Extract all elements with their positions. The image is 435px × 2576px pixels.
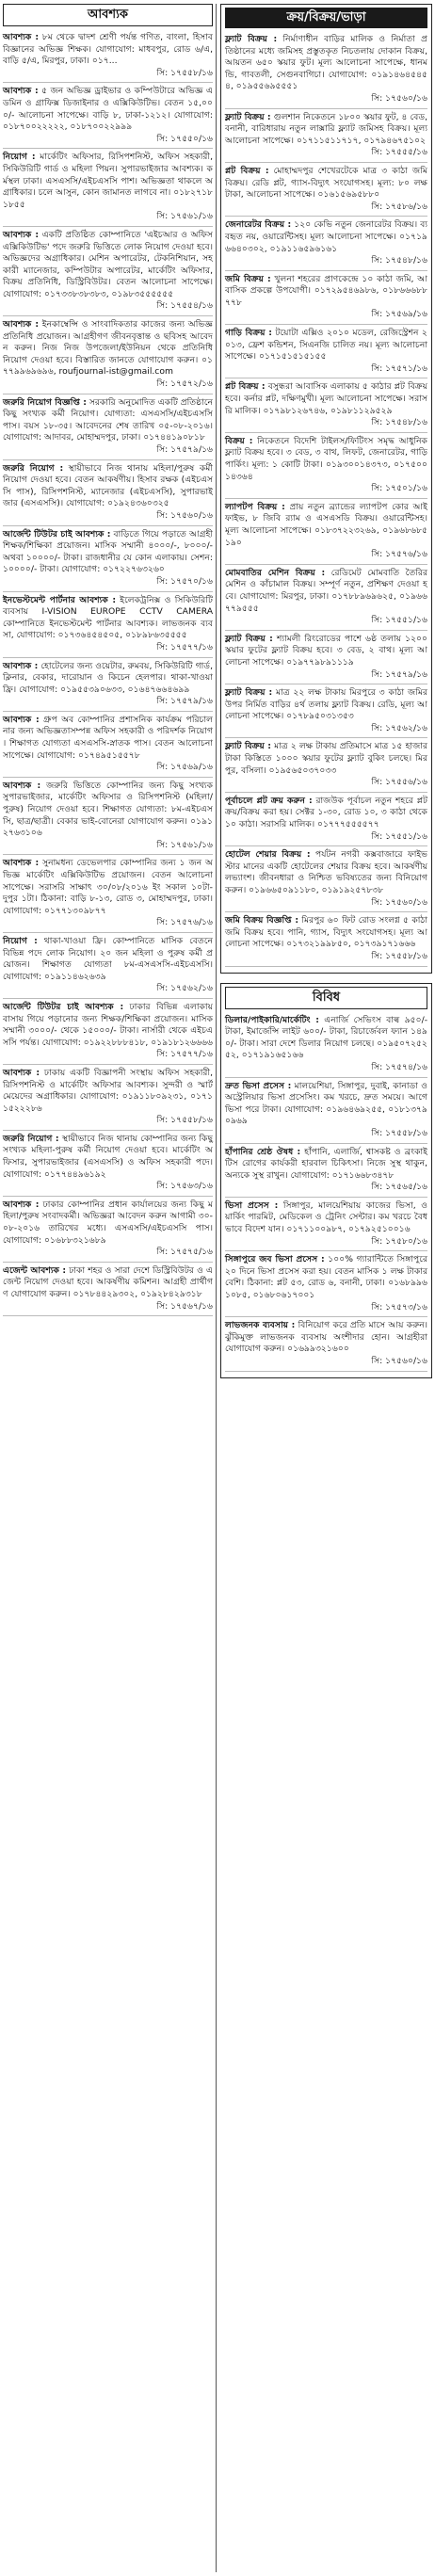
- classified-ad: [225, 502, 427, 565]
- ad-code: সি: ১৭৫৭৫/১৬: [156, 1247, 213, 1258]
- ad-title: ভিসা প্রসেস :: [225, 1199, 279, 1211]
- classified-ad: [3, 319, 213, 394]
- ad-body: বিনিয়োগ করে প্রতি মাসে আয় করুন। ঝুঁকিমুক্ত লাভজনক ব্যবসায় অংশীদার হোন। আগ্রহীরা যোগাযোগ করুন। ০১৬৯৯৩২১৬০০: [225, 1320, 428, 1355]
- ad-body: মালয়েশিয়া, সিঙ্গাপুর, দুবাই, কানাডা ও অস্ট্রেলিয়ার ভিসা প্রসেসিং। কম খরচে, দ্রুত সময়ে। আগে ভিসা পরে টাকা। যোগাযোগ: ০১৯৬৪৬৯২৫৫, ০১৮১৩৭৯০৯৬৯: [225, 1080, 428, 1127]
- classified-ad: [225, 274, 427, 325]
- ad-body: ৮ম থেকে দ্বাদশ শ্রেণী পর্যন্ত গণিত, বাংলা, হিসাববিজ্ঞানের অভিজ্ঞ শিক্ষক। যোগাযোগ: মাধবপুর, রোড ৬/এ, বাড়ি ৫/এ, মিরপুর, ঢাকা। ০১৭...: [3, 32, 214, 67]
- ad-title: হোটেল শেয়ার বিক্রয় :: [225, 849, 311, 861]
- ad-title: দ্রুত ভিসা প্রসেস :: [225, 1080, 292, 1091]
- ad-code: সি: ১৭৫৬৩/১৬: [156, 1181, 213, 1192]
- ad-code: সি: ১৭৫৪৮/১৬: [371, 417, 427, 428]
- ad-code: সি: ১৭৫৭৯/১৬: [156, 444, 213, 455]
- ad-code: সি: ১৭৫৬৯/১৬: [371, 309, 427, 320]
- trade-ads-list: [225, 34, 427, 967]
- classified-ad: [225, 1200, 427, 1251]
- ad-body: পর্যটন নগরী কক্সবাজারে ফাইভ স্টার মানের একটি হোটেলের শেয়ার বিক্রয় হবে। আকর্ষণীয় লভ্যাংশ। জীবনধারা ও নিশ্চিত ভবিষ্যতের জন্য বিনিয়োগ করুন। ০১৯৬৬৫০৯১১৮০, ০১৯১৯২৫৭৮৩৮: [225, 849, 428, 895]
- ad-body: এনার্জি সেভিংস বাল্ব ৯৫০/- টাকা, ইমার্জেন্সি লাইট ৬০০/- টাকা, রিচার্জেবল ফ্যান ১৪৯০/- টাকা। সারা দেশে ডিলার নিয়োগ চলছে। ০১৯৫০৭২৫২৫২, ০১৭১৯১৬৫১৬৬: [225, 1014, 428, 1061]
- ad-title: ল্যাপটপ বিক্রয় :: [225, 501, 285, 512]
- ad-code: সি: ১৭৫৮৬/১৬: [371, 201, 427, 212]
- ad-title: জরুরি নিয়োগ :: [3, 462, 64, 474]
- ad-title: আবশ্যক :: [3, 229, 39, 240]
- ad-body: গ্রুপ অব কোম্পানির প্রশাসনিক কার্যক্রম পরিচালনার জন্য অভিজ্ঞতাসম্পন্ন অফিস সহকারী ও পরিদর্শক নিয়োগ। শিক্ষাগত যোগ্যতা এসএসসি-স্নাতক পাস। বেতন আলোচনা সাপেক্ষে। যোগাযোগ: ০১৭৪৯৫১৫৫৭৮: [3, 714, 213, 761]
- ad-code: সি: ১৭৫৬৯/১৬: [156, 762, 213, 773]
- ad-body: ঢাকায় একটি বিজ্ঞাপনী সংস্থায় অফিস সহকারী, রিসিপশনিস্ট ও মার্কেটিং অফিসার আবশ্যক। সুন্দরী ও স্মার্ট মেয়েদের অগ্রাধিকার। যোগাযোগ: ০১৯১১৮০৯২৩১, ০১৭১১৫২২২৮৬: [3, 1067, 213, 1114]
- ad-code: সি: ১৭৫৭২/১৬: [156, 378, 213, 390]
- ad-body: হোটেলের জন্য ওয়েটার, রুমবয়, সিকিউরিটি গার্ড, ক্লিনার, বেকার, দারোয়ান ও কিচেন হেলপার। থাকা-খাওয়া ফ্রি। যোগাযোগ: ০১৯৫৫৩৯০৬৩৩, ০১৬৪৭৬৬৪৬৯৯: [3, 660, 213, 695]
- ad-code: সি: ১৭৫৬৫/১৬: [371, 1182, 427, 1193]
- section-header-misc: বিবিধ: [225, 987, 427, 1009]
- ad-body: রেডিমেট মোমবাতি তৈরির মেশিন ও কাঁচামাল বিক্রয়। সম্পূর্ণ নতুন, প্রশিক্ষণ দেওয়া হবে। যোগাযোগ: মিরপুর, ঢাকা। ০১৭৮৮৯৬৯৬২৫, ০১৯৬৬৭৭৯৫৫৫: [225, 567, 428, 614]
- ad-code: সি: ১৭৫৬১/১৬: [156, 839, 213, 850]
- ad-title: ফ্ল্যাট বিক্রয় :: [225, 633, 273, 644]
- ad-title: আবশ্যক :: [3, 1199, 40, 1210]
- classified-ad: [225, 1147, 427, 1198]
- ad-body: ঢাকার কোম্পানির প্রধান কার্যালয়ের জন্য কিছু মহিলা/পুরুষ সংবাদকর্মী। অভিজ্ঞরা আবেদন করুন আগামী ৩০-০৮-২০১৬ তারিখের মধ্যে। এসএসসি/এইচএসসি পাস। যোগাযোগ: ০১৬৮৮৩২১৬৮৯: [3, 1199, 213, 1246]
- classified-ad: [3, 463, 213, 526]
- ad-body: জরুরি ভিত্তিতে কোম্পানির জন্য কিছু সংখ্যক সুপারভাইজার, মার্কেটিং অফিসার ও রিসিপশনিস্ট (মহিলা/পুরুষ) নিয়োগ দেওয়া হবে। শিক্ষাগত যোগ্যতা: ৮ম-এইচএসসি, ছাত্র/ছাত্রী। বেকার ভাই-বোনেরা যোগাযোগ করুন। ০১৯১২৭৬৩১০৬: [3, 780, 214, 839]
- classified-ad: [225, 328, 427, 378]
- ad-title: আবশ্যক :: [3, 660, 39, 671]
- ad-title: ডিলার/পাইকারি/মার্কেটিং :: [225, 1014, 319, 1025]
- ad-body: গুলশান নিকেতনে ১৮০০ স্কয়ার ফুট, ৪ বেড, বনানী, বারিধারায় নতুন লাক্সারি ফ্ল্যাট জমিসহ বিক্রয়। মূল্য আলোচনা সাপেক্ষে। ০১৭১১৫১১৭১৭, ০১৭৯৪৬৭৫১০২: [225, 111, 428, 146]
- ad-code: সি: ১৭৫৬০/১৬: [371, 1356, 427, 1366]
- ad-title: ইনভেস্টমেন্ট পার্টনার আবশ্যক :: [3, 594, 116, 605]
- classified-ad: [225, 219, 427, 270]
- ad-code: সি: ১৭৫৫১/১৬: [371, 830, 427, 842]
- classified-ad: [3, 936, 213, 999]
- classified-ad: [225, 34, 427, 109]
- ad-code: সি: ১৭৫৬৭/১৬: [156, 1300, 213, 1312]
- ad-code: সি: ১৭৫৫৮/১৬: [371, 950, 427, 961]
- ad-title: প্লট বিক্রয় :: [225, 165, 269, 176]
- classified-ad: [225, 166, 427, 217]
- ad-title: বিক্রয় :: [225, 435, 253, 446]
- ad-code: সি: ১৭৫৬২/১৬: [371, 722, 427, 733]
- classified-ad: [225, 1081, 427, 1144]
- ad-title: এজেন্ট আবশ্যক :: [3, 1264, 66, 1276]
- classified-ad: [225, 112, 427, 163]
- ad-code: সি: ১৭৫৫১/১৬: [371, 615, 427, 626]
- ad-title: আবশ্যক :: [3, 319, 40, 330]
- ad-code: সি: ১৭৫৭৭/১৬: [156, 1049, 213, 1060]
- classified-ad: [225, 436, 427, 499]
- ad-body: সিঙ্গাপুর, মালয়েশিয়ায় কাজের ভিসা, ওয়ার্কিং পারমিট, মেডিকেল ও ট্রেনিং সেন্টার। কম খরচে বৈধভাবে বিদেশ যান। ০১৭১১০০৯৮৭, ০১৭৯২৫১০০১৬: [225, 1199, 427, 1235]
- ad-body: ঢাকা শহর ও সারা দেশে ডিস্ট্রিবিউটর ও এজেন্ট নিয়োগ দেওয়া হবে। আকর্ষণীয় কমিশন। আগ্রহী প্রার্থীগণ যোগাযোগ করুন। ০১৭৮৪৪২৯৩০২, ০১৯২৮৪২৯৩১৮: [3, 1264, 214, 1299]
- section-header-wanted: আবশ্যক: [3, 4, 213, 26]
- classified-ad: [3, 1265, 213, 1316]
- ad-body: থাকা-খাওয়া ফ্রি। কোম্পানিতে মাসিক বেতনে বিভিন্ন পদে লোক নিয়োগ। ২০ জন মহিলা ও পুরুষ কর্মী প্রয়োজন। শিক্ষাগত যোগ্যতা ৮ম-এসএসসি-এইচএসসি। যোগাযোগ: ০১৯১১৪৬২৬৩৯: [3, 935, 214, 982]
- ad-code: সি: ১৭৫৫৫/১৬: [371, 147, 427, 158]
- ad-code: সি: ১৭৫৫০/১৬: [156, 133, 213, 144]
- ad-title: আবশ্যক :: [3, 858, 40, 869]
- ad-title: জরুরি নিয়োগ :: [3, 1133, 59, 1144]
- ad-body: সরকারি অনুমোদিত একটি প্রতিষ্ঠানে কিছু সংখ্যক কর্মী নিয়োগ। যোগ্যতা: এসএসসি/এইচএসসি পাস। বয়স ১৮-৩৫। আবেদনের শেষ তারিখ ০৫-০৮-২০১৬। যোগাযোগ: আদাবর, মোহাম্মদপুর, ঢাকা। ০১৭৪৪১৯০৮১৮: [3, 396, 214, 443]
- classified-ad: [225, 915, 427, 966]
- ad-title: আবশ্যক :: [3, 86, 39, 97]
- ad-body: রাজউক পূর্বাচল নতুন শহরে প্লট ক্রয়/বিক্রয় করা হয়। সেক্টর ১-৩০, রোড ১০, ৩ কাঠা থেকে ১০ কাঠা। সরাসরি মালিক। ০১৭৭৭৫৫৫৫৭৭: [225, 795, 427, 830]
- classified-ad: [225, 1015, 427, 1078]
- classified-ad: [3, 1002, 213, 1065]
- classified-ad: [3, 595, 213, 658]
- classified-ad: [3, 1199, 213, 1263]
- ad-title: গাড়ি বিক্রয় :: [225, 328, 272, 339]
- classified-ad: [3, 661, 213, 712]
- ad-code: সি: ১৭৫৭৯/১৬: [371, 668, 427, 680]
- misc-section: [220, 983, 432, 1378]
- ad-body: নির্মাণাধীন বাড়ির মালিক ও নির্মাতা প্রতিষ্ঠানের মধ্যে জমিসহ প্রস্তুতকৃত নিচতলায় দোকান বিক্রয়, আয়তন ৬৫০ স্কয়ার ফুট। মূল্য আলোচনা সাপেক্ষে, ধানমন্ডি, গাবতলী, সেগুনবাগিচা। যোগাযোগ: ০১৯১৪৬৪৫৪৫৪, ০১৯৫৫৬৯৫৫৫১: [225, 34, 427, 92]
- ad-body: সুনামধন্য ডেভেলপার কোম্পানির জন্য ১ জন অভিজ্ঞ মার্কেটিং এক্সিকিউটিভ প্রয়োজন। বেতন আলোচনা সাপেক্ষে। সরাসরি সাক্ষাৎ ৩০/০৮/২০১৬ ইং সকাল ১০টা-দুপুর ১টা। ঠিকানা: বাড়ি ৮-১৩, রোড ৩, মোহাম্মদপুর, ঢাকা। যোগাযোগ: ০১৭৭১৩০৯৮৭৭: [3, 858, 213, 916]
- ad-body: মিরপুর ৬০ ফিট রোড সংলগ্ন ৫ কাঠা জমি বিক্রয় হবে। পানি, গ্যাস, বিদ্যুৎ সংযোগসহ। মূল্য আলোচনা সাপেক্ষে। ০১৭৩২১৯৯৮৫০, ০১৭৩৯১৭১৬৬৬: [225, 915, 427, 950]
- classified-ad: [3, 529, 213, 592]
- ad-title: আবশ্যক :: [3, 780, 41, 791]
- ad-body: বাড়িতে গিয়ে পড়াতে আগ্রহী শিক্ষক/শিক্ষিকা প্রয়োজন। মাসিক সম্মানী ৪০০০/-, ৮০০০/- অথবা ১০০০০/- টাকা। রাজধানীর যে কোন এলাকায়। সেশন: ১০০০০/- টাকা। যোগাযোগ: ০১৭২২৭৬৩২৬০: [3, 528, 213, 575]
- ad-title: প্লট বিক্রয় :: [225, 381, 266, 393]
- trade-section: [220, 4, 432, 974]
- ad-body: নিকেতনে বিদেশি টাইলস/ফিটিংস সমৃদ্ধ আধুনিক ফ্ল্যাট বিক্রয় হবে। ৩ বেড, ৩ বাথ, লিফট, জেনারেটর, গাড়ি পার্কিং। মূল্য: ১ কোটি টাকা। ০১৯৩০০১৪৩৭৩, ০১৭৫০০১৪৩৬৪: [225, 435, 427, 482]
- ad-code: সি: ১৭৫৭৩/১৬: [371, 1301, 427, 1312]
- ad-title: লাভজনক ব্যবসায় :: [225, 1320, 296, 1331]
- ad-body: মাত্র ২২ লক্ষ টাকায় মিরপুরে ৩ কাঠা জমির উপর নির্মিত বাড়ির ৪র্থ তলায় ফ্ল্যাট বিক্রয়। রেডি, মূল্য আলোচনা সাপেক্ষে। ০১৭৮৯৫০৩১৩৫৩: [225, 687, 427, 722]
- ad-body: একটি প্রতিষ্ঠিত কোম্পানিতে 'এইচআর ও অফিস এক্সিকিউটিভ' পদে জরুরি ভিত্তিতে লোক নিয়োগ দেওয়া হবে। অভিজ্ঞদের অগ্রাধিকার। মেশিন অপারেটর, টেকনিশিয়ান, সহকারী ম্যানেজার, কম্পিউটার অপারেটর, মার্কেটিং অফিসার, বিক্রয় প্রতিনিধি, ডিস্ট্রিবিউটর। বেতন আলোচনা সাপেক্ষে। যোগাযোগ: ০১৭৩৩৮৩৮৩৮৩, ০১৯৮৩৫৫৫৫৫৫: [3, 229, 214, 299]
- ad-code: সি: ১৭৫৬১/১৬: [156, 211, 213, 222]
- ad-title: আর্জেন্ট টিউটর চাই আবশ্যক :: [3, 528, 111, 539]
- ad-body: শ্যামলী রিংরোডের পাশে ৬ষ্ঠ তলায় ১২০০ স্কয়ার ফুটের ফ্ল্যাট বিক্রয় হবে। ৩ বেড, ২ বাথ। মূল্য আলোচনা সাপেক্ষে। ০১৯৭৭৯৮৯১১১৯: [225, 633, 428, 668]
- ad-title: হাঁপানির শ্রেষ্ঠ ঔষধ :: [225, 1146, 301, 1157]
- classified-ad: [3, 858, 213, 933]
- ad-body: ৫ জন অভিজ্ঞ ড্রাইভার ও কম্পিউটারে অভিজ্ঞ এডমিন ও গ্রাফিক্স ডিজাইনার ও এক্সিকিউটিভ। বেতন ১৫,০০০/- আলোচনা সাপেক্ষে। বাড়ি ৮, ঢাকা-১২১২। যোগাযোগ: ০১৮৭০০২২২২২, ০১৮৭০০২২৯৯৯: [3, 86, 214, 133]
- classified-ad: [3, 32, 213, 83]
- misc-ads-list: [225, 1015, 427, 1372]
- ad-title: আবশ্যক :: [3, 32, 40, 42]
- classified-ad: [225, 1320, 427, 1371]
- ad-code: সি: ১৭৫৪৮/১৬: [371, 255, 427, 266]
- ad-body: ইলেকট্রনিক্স ও সিকিউরিটি ব্যবসায় I-VISION EUROPE CCTV CAMERA কোম্পানিতে ইনভেস্টমেন্ট পার্টনার আবশ্যক। লাভজনক ব্যবসা, যোগাযোগ: ০১৭৩৬৪৫৪৫০৫, ০১৮৯৮৬৩৫৫৫৫: [3, 594, 213, 641]
- ad-title: মোমবাতির মেশিন বিক্রয় :: [225, 567, 326, 578]
- classified-ad: [3, 781, 213, 856]
- ad-body: ১০০% গ্যারান্টিতে সিঙ্গাপুরে ২০ দিনে ভিসা প্রসেস করা হয়। বেতন মাসিক ১ লক্ষ টাকার বেশি। ঠিকানা: প্লট ৫৩, রোড ৬, বনানী, ঢাকা। ০১৬৮৯৯৬১০৮৫, ০১৬৮০৬১৭০০১: [225, 1254, 428, 1301]
- ad-code: সি: ১৭৫৫৮/১৬: [156, 1115, 213, 1126]
- ad-title: ফ্ল্যাট বিক্রয় :: [225, 741, 271, 752]
- ad-title: জমি বিক্রয় :: [225, 273, 271, 284]
- ad-code: সি: ১৭৫৭৬/১৬: [371, 549, 427, 560]
- ad-title: আবশ্যক :: [3, 714, 40, 725]
- ad-title: জমি বিক্রয় বিজ্ঞপ্তি :: [225, 915, 299, 926]
- classified-ad: [225, 741, 427, 792]
- ad-code: সি: ১৭৫৬২/১৬: [156, 983, 213, 994]
- classified-ad: [3, 230, 213, 316]
- ad-body: বসুন্ধরা আবাসিক এলাকায় ৫ কাঠার প্লট বিক্রয় হবে। কর্নার প্লট, দক্ষিণমুখী। মূল্য আলোচনা সাপেক্ষে। সরাসরি মালিক। ০১৭৯৮১২৬৭৪৬, ০১৯৮১১২৯৫২৯: [225, 381, 428, 416]
- classified-ad: [225, 634, 427, 684]
- classified-ad: [225, 381, 427, 432]
- ad-title: নিয়োগ :: [3, 152, 36, 163]
- column-divider: [216, 4, 217, 2572]
- left-column: [3, 4, 213, 1319]
- ad-code: সি: ১৭৫০১/১৬: [371, 483, 427, 494]
- ad-title: ফ্ল্যাট বিক্রয় :: [225, 34, 278, 44]
- classified-ad: [3, 1134, 213, 1197]
- ad-title: জেনারেটর বিক্রয় :: [225, 219, 292, 231]
- ad-code: সি: ১৭৫৭৪/১৬: [371, 1061, 427, 1072]
- ad-code: সি: ১৭৫৭৭/১৬: [156, 641, 213, 652]
- ad-body: মাত্র ২ লক্ষ টাকায় প্রতিমাসে মাত্র ১৫ হাজার টাকা কিস্তিতে ১০০০ স্কয়ার ফুটের ফ্ল্যাট বুকিং চলছে। মিরপুর, বসিলা। ০১৯৫৬৫০৩৭০৩৩: [225, 741, 428, 776]
- ad-code: সি: ১৭৫৬০/১৬: [371, 92, 427, 104]
- ad-title: ফ্ল্যাট বিক্রয় :: [225, 687, 273, 699]
- ad-title: সিঙ্গাপুরে জব ভিসা প্রসেস :: [225, 1254, 325, 1265]
- classified-ad: [3, 715, 213, 778]
- ad-code: সি: ১৭৫৫৮/১৬: [371, 1127, 427, 1138]
- ad-body: স্থায়ীভাবে নিজ থানায় কোম্পানির জন্য কিছু সংখ্যক মহিলা-পুরুষ কর্মী নিয়োগ দেওয়া হবে। মার্কেটিং অফিসার, সুপারভাইজার (এসএসসি) ও অফিস সহকারী পদে। যোগাযোগ: ০১৭৭৪৪৯৬১৯২: [3, 1133, 214, 1180]
- section-header-buy-sell-rent: ক্রয়/বিক্রয়/ভাড়া: [225, 8, 427, 28]
- classified-ad: [225, 568, 427, 631]
- ad-body: ইনকাম্বেন্সি ও সাংবাদিকতার কাজের জন্য অভিজ্ঞ প্রতিনিধি প্রয়োজন। আগ্রহীগণ জীবনবৃত্তান্ত ও ছবিসহ আবেদন করুন। নিজ নিজ উপজেলা/ইউনিয়ন থেকে প্রতিনিধি নিয়োগ দেওয়া হবে। বিস্তারিত জানতে যোগাযোগ করুন। ০১৭৭৯৯৬৯৬৯৬, roufjournal-ist@gmail.com: [3, 319, 214, 378]
- classified-ad: [225, 849, 427, 912]
- ad-body: ১২০ কেভি নতুন জেনারেটর বিক্রয়। ব্যবহৃত নয়, ওয়ারেন্টিসহ। মূল্য আলোচনা সাপেক্ষে। ০১৭১৯৬৬৪০৩০২, ০১৯১১৬৫৯৬১৬১: [225, 219, 427, 254]
- ad-code: সি: ১৭৫৭৯/১৬: [156, 696, 213, 707]
- ad-code: সি: ১৭৫৭০/১৬: [156, 575, 213, 587]
- classified-ad: [225, 1254, 427, 1317]
- ad-body: প্রায় নতুন ব্র্যান্ডের ল্যাপটপ কোর আই ফাইভ, ৮ জিবি র‍্যাম ও এসএসডি বিক্রয়। ওয়ারেন্টিসহ। মূল্য আলোচনা সাপেক্ষে। ০১৮৩৭২২৩২৬৯, ০১৯৬৮৬৮৫১৯০: [225, 501, 428, 548]
- classified-ad: [3, 397, 213, 460]
- ad-code: সি: ১৭৫৭১/১৬: [371, 362, 427, 374]
- ad-body: ঢাকার বিভিন্ন এলাকায় বাসায় গিয়ে পড়ানোর জন্য শিক্ষক/শিক্ষিকা প্রয়োজন। মাসিক সম্মানী ৩০০০/- থেকে ১৫০০০/- টাকা। নার্সারী থেকে এইচএসসি পর্যন্ত। যোগাযোগ: ০১৯২২৮৮৮৪১৮, ০১৯১৮১২৬৬৬৬: [3, 1001, 213, 1048]
- ad-title: ফ্ল্যাট বিক্রয় :: [225, 111, 271, 122]
- ad-body: স্থায়ীভাবে নিজ থানায় মহিলা/পুরুষ কর্মী নিয়োগ দেওয়া হবে। বেতন আকর্ষণীয়। হিসাব রক্ষক (এইচএসসি পাস), রিসিপশনিস্ট, ম্যানেজার (এইচএসসি), সুপারভাইজার (এসএসসি)। যোগাযোগ: ০১৯২৪৩৬০৩২৫: [3, 462, 214, 509]
- ad-code: সি: ১৭৫৫৮/১৬: [156, 67, 213, 78]
- ad-body: টয়োটা এক্সিও ২০১০ মডেল, রেজিস্ট্রেশন ২০১৩, ফ্রেশ কন্ডিশন, সিএনজি চালিত নয়। মূল্য আলোচনা সাপেক্ষে। ০১৭১৫১৫১৫১৫৫: [225, 328, 428, 362]
- ad-code: সি: ১৭৫৫৬/১৬: [371, 777, 427, 788]
- ad-title: পূর্বাচলে প্লট ক্রয় করুন :: [225, 795, 313, 806]
- right-column: [220, 4, 432, 1378]
- classified-ad: [3, 1068, 213, 1131]
- ad-body: মোহাম্মদপুর শেখেরটেকে মাত্র ৩ কাঠা জমি বিক্রয়। রেডি প্লট, গ্যাস-বিদ্যুৎ সংযোগসহ। মূল্য: ৮০ লক্ষ টাকা, আলোচনা সাপেক্ষে। ০১৬১৫৬৯৫৮৮০: [225, 165, 427, 201]
- ad-body: মার্কেটিং অফিসার, রিসিপশনিস্ট, অফিস সহকারী, সিকিউরিটি গার্ড ও মহিলা পিয়ন। সুপারভাইজার আবশ্যক। কর্মস্থল ঢাকা। এসএসসি/এইচএসসি পাশ। অভিজ্ঞতা থাকলে অগ্রাধিকার। চলে আসুন, কোন জামানত লাগবে না। ০১৮২৭১৮১৮৫৫: [3, 152, 214, 210]
- ad-code: সি: ১৭৫৬০/১৬: [371, 896, 427, 908]
- ad-title: নিয়োগ :: [3, 935, 38, 946]
- classified-ad: [225, 687, 427, 738]
- ad-code: সি: ১৭৫৮০/১৬: [371, 1235, 427, 1247]
- ad-title: আর্জেন্ট টিউটর চাই আবশ্যক :: [3, 1001, 124, 1012]
- ad-body: হাঁপানি, এলার্জি, শ্বাসকষ্ট ও ব্রংকাইটিস রোগের কার্যকরী হারবাল চিকিৎসা। নিজে সুস্থ থাকুন, অন্যকে সুস্থ রাখুন। যোগাযোগ: ০১৭১৬৬৮৩৪৭৮: [225, 1146, 427, 1181]
- ad-code: সি: ১৭৫৭৬/১৬: [156, 917, 213, 928]
- ad-code: সি: ১৭৫৬০/১৬: [156, 509, 213, 521]
- classified-ad: [3, 152, 213, 227]
- ad-code: সি: ১৭৫৫৪/১৬: [156, 300, 213, 312]
- ad-body: খুলনা শহরের প্রাণকেন্দ্রে ১০ কাঠা জমি, আবাসিক প্রকল্পে উপযোগী। ০১৭২৯৫৪৬৯৮৬, ০১৮৬৬৬৮৮৭৭৮: [225, 273, 428, 308]
- classified-ad: [3, 86, 213, 149]
- ad-title: আবশ্যক :: [3, 1067, 40, 1078]
- ad-title: জরুরি নিয়োগ বিজ্ঞপ্তি :: [3, 396, 87, 408]
- wanted-ads-list: [3, 32, 213, 1316]
- classified-ad: [225, 796, 427, 846]
